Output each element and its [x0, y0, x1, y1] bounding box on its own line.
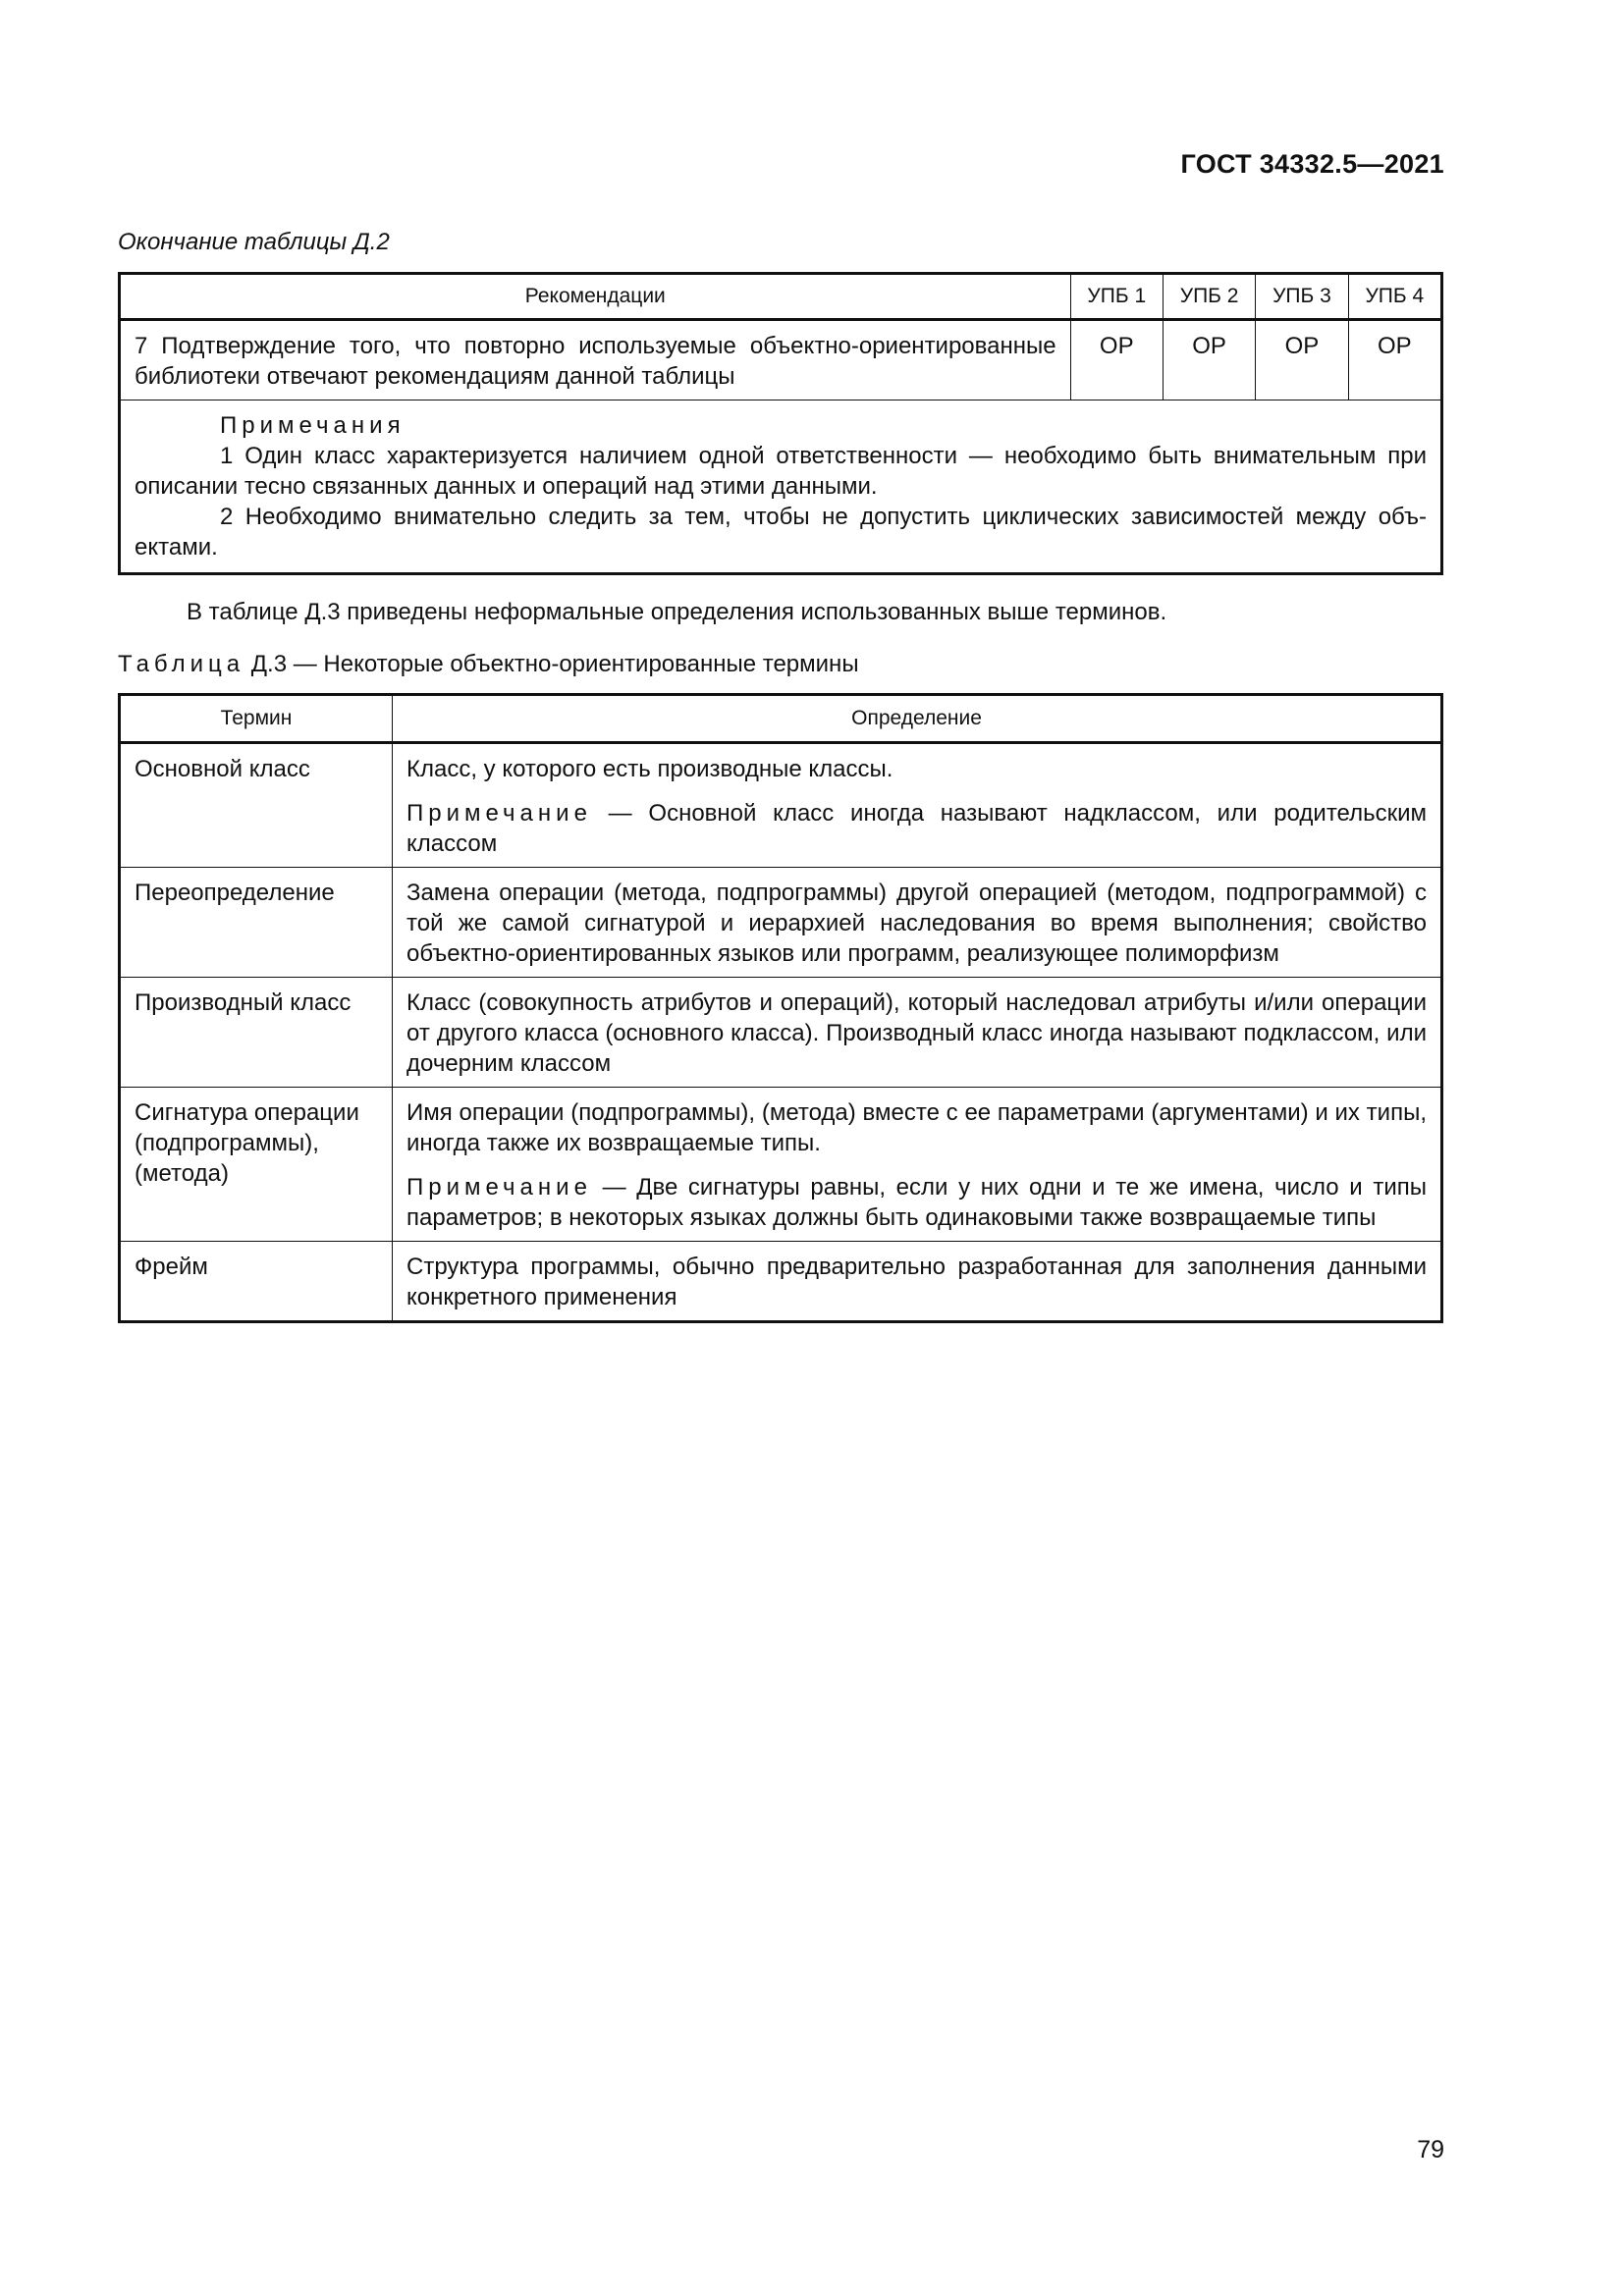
definition-cell	[393, 978, 1442, 1088]
table-d2-notes	[120, 400, 1442, 574]
definition-note	[406, 798, 1427, 859]
table-d2	[118, 272, 1443, 575]
level-4-value: ОР	[1348, 320, 1441, 400]
term-cell: Производный класс	[120, 978, 393, 1088]
term-cell: Сигнатура операции (подпрограммы), (метода)	[120, 1088, 393, 1242]
definition-text: Имя операции (подпрограммы), (метода) вместе с ее параметрами (аргументами) и их типы, иногда также их возвращаемые типы.	[406, 1099, 1427, 1156]
table-d3-caption-prefix: Таблица	[118, 651, 245, 677]
note-label: Примечание	[406, 800, 592, 827]
table-d3	[118, 693, 1443, 1323]
note-text: — Основной класс иногда называют надклассом, или родительским классом	[406, 800, 1427, 857]
note-label: Примечание	[406, 1174, 592, 1201]
table-row	[120, 978, 1442, 1088]
table-d2-notes-row	[120, 400, 1442, 574]
header-level-2: УПБ 2	[1163, 274, 1255, 320]
note-item-2: 2 Необходимо внимательно следить за тем, чтобы не допустить циклических зависимостей между объектами.	[135, 504, 1427, 561]
level-1-value: ОР	[1070, 320, 1163, 400]
table-row	[120, 320, 1442, 400]
header-level-3: УПБ 3	[1256, 274, 1348, 320]
term-cell: Переопределение	[120, 868, 393, 978]
definition-cell	[393, 743, 1442, 868]
definition-cell	[393, 868, 1442, 978]
definition-text: Класс (совокупность атрибутов и операций), который наследовал атрибуты и/или операции от другого класса (основного класса). Производный класс иногда называют подклассом, или дочерним классом	[406, 989, 1427, 1077]
table-d3-header-row	[120, 695, 1442, 743]
definition-text: Класс, у которого есть производные классы.	[406, 756, 893, 782]
table-d3-caption	[118, 651, 859, 678]
standard-code: ГОСТ 34332.5—2021	[1180, 149, 1444, 179]
level-2-value: ОР	[1163, 320, 1255, 400]
notes-title: Примечания	[220, 412, 406, 439]
header-definition: Определение	[393, 695, 1442, 743]
definition-text: Структура программы, обычно предварительно разработанная для заполнения данными конкретного применения	[406, 1254, 1427, 1310]
header-level-1: УПБ 1	[1070, 274, 1163, 320]
note-text: — Две сигнатуры равны, если у них одни и те же имена, число и типы параметров; в некоторых языках должны быть одинаковыми также возвращаемые типы	[406, 1174, 1427, 1231]
level-3-value: ОР	[1256, 320, 1348, 400]
table-row	[120, 743, 1442, 868]
recommendation-text: 7 Подтверждение того, что повторно используемые объектно-ориентированные библиотеки отвечают рекомендациям данной таблицы	[120, 320, 1071, 400]
definition-cell	[393, 1242, 1442, 1322]
table-d3-caption-text: Д.3 — Некоторые объектно-ориентированные термины	[244, 651, 859, 677]
table-d2-continuation-label: Окончание таблицы Д.2	[118, 229, 390, 255]
header-level-4: УПБ 4	[1348, 274, 1441, 320]
term-cell: Основной класс	[120, 743, 393, 868]
note-item-1: 1 Один класс характеризуется наличием одной ответственности — необходимо быть внимательным при описании тесно связанных данных и операций над этими данными.	[135, 443, 1427, 500]
definition-text: Замена операции (метода, подпрограммы) другой операцией (методом, подпрограммой) с той же самой сигнатурой и иерархией наследования во время выполнения; свойство объектно-ориентированных языков или программ, реализующее полиморфизм	[406, 880, 1427, 967]
definition-note	[406, 1172, 1427, 1233]
table-d2-header-row	[120, 274, 1442, 320]
term-cell: Фрейм	[120, 1242, 393, 1322]
page-number: 79	[1417, 2136, 1444, 2163]
table-row	[120, 1088, 1442, 1242]
definition-cell	[393, 1088, 1442, 1242]
table-row	[120, 868, 1442, 978]
table-row	[120, 1242, 1442, 1322]
intro-paragraph: В таблице Д.3 приведены неформальные определения использованных выше терминов.	[187, 599, 1167, 625]
header-recommendations: Рекомендации	[120, 274, 1071, 320]
header-term: Термин	[120, 695, 393, 743]
